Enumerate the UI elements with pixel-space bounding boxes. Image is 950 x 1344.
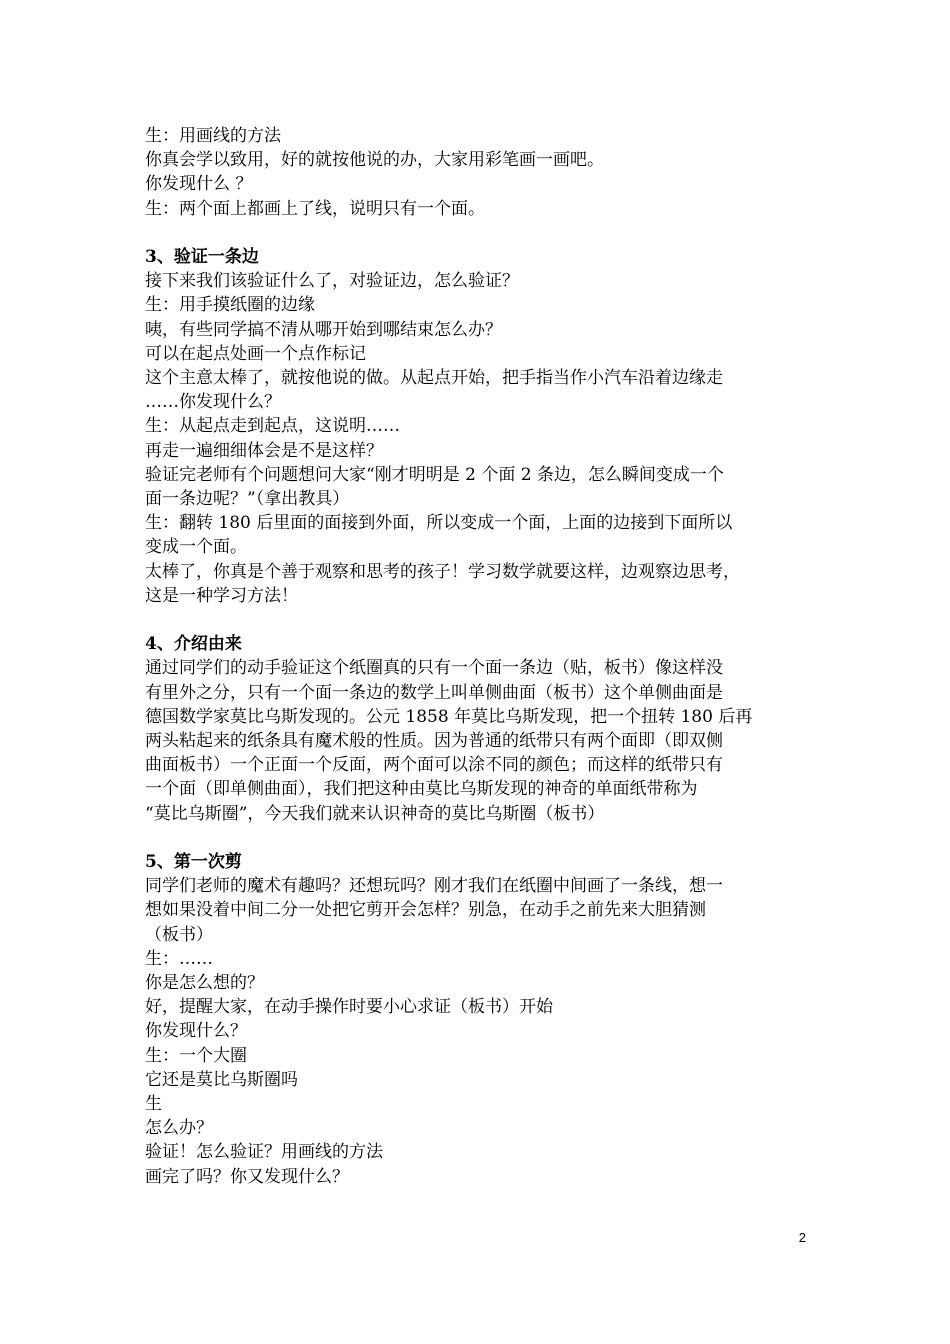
text-line: 你是怎么想的？ (145, 973, 264, 994)
text-line: 生：翻转 180 后里面的面接到外面，所以变成一个面，上面的边接到下面所以 (145, 513, 733, 534)
text-line: 生：用手摸纸圈的边缘 (145, 295, 315, 316)
text-line: 怎么办？ (145, 1118, 213, 1139)
text-line: 好，提醒大家，在动手操作时要小心求证（板书）开始 (145, 997, 553, 1018)
text-line: 一个面（即单侧曲面），我们把这种由莫比乌斯发现的神奇的单面纸带称为 (145, 779, 698, 800)
text-line: 你发现什么 ？ (145, 174, 253, 195)
text-line: 太棒了，你真是个善于观察和思考的孩子！学习数学就要这样，边观察边思考， (145, 561, 740, 582)
text-line: 这是一种学习方法！ (145, 585, 298, 606)
section-heading: 4、介绍由来 (145, 634, 242, 655)
text-line: 德国数学家莫比乌斯发现的。公元 1858 年莫比乌斯发现，把一个扭转 180 后再 (145, 706, 753, 727)
text-line: 想如果没着中间二分一处把它剪开会怎样？别急，在动手之前先来大胆猜测 (145, 900, 706, 921)
text-line: 变成一个面。 (145, 537, 247, 558)
text-line: 生：一个大圈 (145, 1045, 247, 1066)
text-line: 两头粘起来的纸条具有魔术般的性质。因为普通的纸带只有两个面即（即双侧 (145, 731, 723, 752)
document-body (145, 124, 823, 1189)
text-line: 画完了吗？你又发现什么？ (145, 1166, 349, 1187)
text-line: 你发现什么？ (145, 1021, 247, 1042)
blank-line (145, 826, 823, 850)
text-line: （板书） (145, 924, 213, 945)
text-line: 验证！怎么验证？用画线的方法 (145, 1142, 383, 1163)
blank-line (145, 608, 823, 632)
text-line: ……你发现什么？ (145, 392, 281, 413)
text-line: 通过同学们的动手验证这个纸圈真的只有一个面一条边（贴，板书）像这样没 (145, 658, 723, 679)
text-line: 接下来我们该验证什么了，对验证边，怎么验证？ (145, 271, 519, 292)
text-line: 生：用画线的方法 (145, 126, 281, 146)
text-line: 生：两个面上都画上了线，说明只有一个面。 (145, 198, 485, 219)
text-line: 这个主意太棒了，就按他说的做。从起点开始，把手指当作小汽车沿着边缘走 (145, 368, 723, 389)
text-line: 曲面板书）一个正面一个反面，两个面可以涂不同的颜色；而这样的纸带只有 (145, 755, 723, 776)
text-line: 有里外之分，只有一个面一条边的数学上叫单侧曲面（板书）这个单侧曲面是 (145, 682, 723, 703)
text-line: 你真会学以致用，好的就按他说的办，大家用彩笔画一画吧。 (145, 150, 604, 171)
text-line: 它还是莫比乌斯圈吗 (145, 1069, 298, 1090)
text-line: 咦，有些同学搞不清从哪开始到哪结束怎么办？ (145, 319, 502, 340)
text-line: 可以在起点处画一个点作标记 (145, 343, 366, 364)
text-line: 验证完老师有个问题想问大家“刚才明明是 2 个面 2 条边，怎么瞬间变成一个 (145, 464, 724, 485)
text-line: 同学们老师的魔术有趣吗？还想玩吗？刚才我们在纸圈中间画了一条线，想一 (145, 876, 723, 897)
blank-line (145, 221, 823, 245)
text-line: 面一条边呢？”（拿出教具） (145, 489, 350, 510)
section-heading: 5、第一次剪 (145, 852, 242, 873)
text-line: 生 (145, 1094, 162, 1115)
text-line: 再走一遍细细体会是不是这样？ (145, 440, 383, 461)
text-line: 生：从起点走到起点，这说明…… (145, 416, 400, 437)
section-heading: 3、验证一条边 (145, 247, 259, 267)
text-line: 生：…… (145, 948, 213, 969)
text-line: “莫比乌斯圈”，今天我们就来认识神奇的莫比乌斯圈（板书） (145, 803, 605, 824)
page-number: 2 (798, 1230, 806, 1245)
